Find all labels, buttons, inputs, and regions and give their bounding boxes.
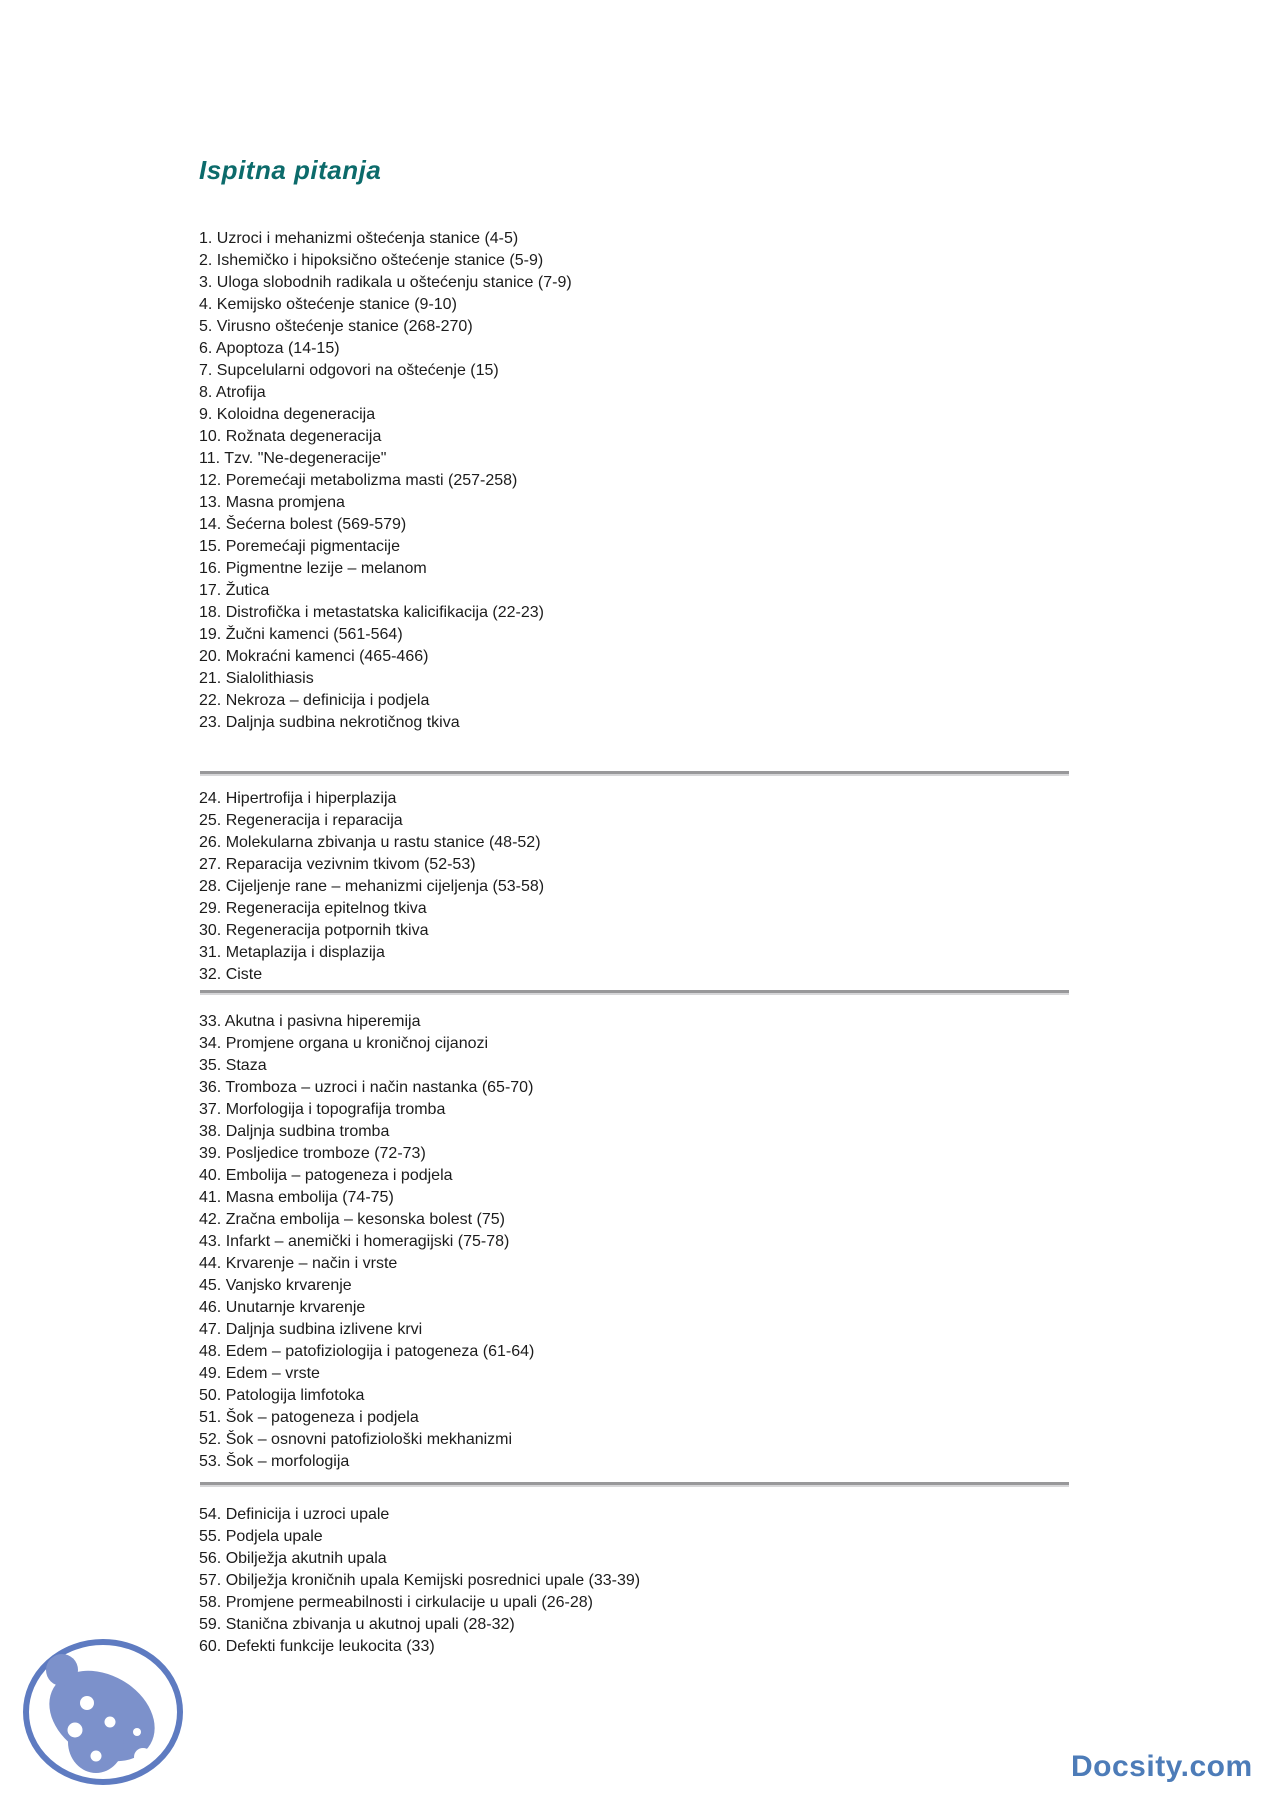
list-item: 28. Cijeljenje rane – mehanizmi cijeljenja (53-58) [199,878,545,895]
list-item: 54. Definicija i uzroci upale [199,1506,390,1523]
list-item: 7. Supcelularni odgovori na oštećenje (15) [199,362,499,379]
list-item: 32. Ciste [199,966,263,983]
list-item: 56. Obilježja akutnih upala [199,1550,387,1567]
list-item: 46. Unutarnje krvarenje [199,1299,366,1316]
question-list-section-1 [199,228,1119,734]
list-item: 50. Patologija limfotoka [199,1387,365,1404]
list-item: 55. Podjela upale [199,1528,323,1545]
list-item: 17. Žutica [199,582,270,599]
list-item: 49. Edem – vrste [199,1365,320,1382]
list-item: 15. Poremećaji pigmentacije [199,538,400,555]
list-item: 23. Daljnja sudbina nekrotičnog tkiva [199,714,460,731]
list-item: 36. Tromboza – uzroci i način nastanka (65-70) [199,1079,534,1096]
list-item: 12. Poremećaji metabolizma masti (257-258) [199,472,518,489]
list-item: 37. Morfologija i topografija tromba [199,1101,446,1118]
list-item: 4. Kemijsko oštećenje stanice (9-10) [199,296,457,313]
list-item: 1. Uzroci i mehanizmi oštećenja stanice (4-5) [199,230,519,247]
list-item: 42. Zračna embolija – kesonska bolest (75) [199,1211,505,1228]
list-item: 45. Vanjsko krvarenje [199,1277,352,1294]
list-item: 25. Regeneracija i reparacija [199,812,403,829]
list-item: 47. Daljnja sudbina izlivene krvi [199,1321,423,1338]
docsity-logo-icon [22,1638,185,1787]
list-item: 39. Posljedice tromboze (72-73) [199,1145,426,1162]
list-item: 59. Stanična zbivanja u akutnoj upali (28-32) [199,1616,515,1633]
list-item: 40. Embolija – patogeneza i podjela [199,1167,453,1184]
list-item: 44. Krvarenje – način i vrste [199,1255,398,1272]
list-item: 24. Hipertrofija i hiperplazija [199,790,397,807]
list-item: 38. Daljnja sudbina tromba [199,1123,390,1140]
list-item: 60. Defekti funkcije leukocita (33) [199,1638,435,1655]
list-item: 11. Tzv. "Ne-degeneracije" [199,450,387,467]
list-item: 22. Nekroza – definicija i podjela [199,692,430,709]
list-item: 29. Regeneracija epitelnog tkiva [199,900,427,917]
list-item: 3. Uloga slobodnih radikala u oštećenju stanice (7-9) [199,274,572,291]
list-item: 33. Akutna i pasivna hiperemija [199,1013,421,1030]
list-item: 6. Apoptoza (14-15) [199,340,340,357]
list-item: 13. Masna promjena [199,494,345,511]
page-title: Ispitna pitanja [199,155,382,185]
question-list-section-4 [199,1504,1119,1658]
list-item: 18. Distrofička i metastatska kalicifikacija (22-23) [199,604,545,621]
list-item: 19. Žučni kamenci (561-564) [199,626,403,643]
list-item: 58. Promjene permeabilnosti i cirkulacije u upali (26-28) [199,1594,593,1611]
list-item: 16. Pigmentne lezije – melanom [199,560,427,577]
section-divider [200,1482,1069,1487]
list-item: 20. Mokraćni kamenci (465-466) [199,648,429,665]
list-item: 21. Sialolithiasis [199,670,314,687]
list-item: 35. Staza [199,1057,267,1074]
list-item: 5. Virusno oštećenje stanice (268-270) [199,318,473,335]
list-item: 57. Obilježja kroničnih upala Kemijski posrednici upale (33-39) [199,1572,641,1589]
list-item: 31. Metaplazija i displazija [199,944,385,961]
list-item: 34. Promjene organa u kroničnoj cijanozi [199,1035,489,1052]
question-list-section-3 [199,1011,1119,1473]
question-list-section-2 [199,788,1119,986]
list-item: 10. Rožnata degeneracija [199,428,382,445]
list-item: 53. Šok – morfologija [199,1453,350,1470]
section-divider [200,990,1069,995]
list-item: 9. Koloidna degeneracija [199,406,376,423]
list-item: 27. Reparacija vezivnim tkivom (52-53) [199,856,476,873]
list-item: 52. Šok – osnovni patofiziološki mekhanizmi [199,1431,513,1448]
list-item: 26. Molekularna zbivanja u rastu stanice (48-52) [199,834,541,851]
list-item: 41. Masna embolija (74-75) [199,1189,394,1206]
list-item: 14. Šećerna bolest (569-579) [199,516,407,533]
list-item: 48. Edem – patofiziologija i patogeneza (61-64) [199,1343,535,1360]
list-item: 43. Infarkt – anemički i homeragijski (75-78) [199,1233,510,1250]
list-item: 8. Atrofija [199,384,266,401]
list-item: 51. Šok – patogeneza i podjela [199,1409,419,1426]
section-divider [200,771,1069,776]
list-item: 2. Ishemičko i hipoksično oštećenje stanice (5-9) [199,252,544,269]
list-item: 30. Regeneracija potpornih tkiva [199,922,429,939]
docsity-brand-link[interactable]: Docsity.com [1071,1750,1253,1783]
